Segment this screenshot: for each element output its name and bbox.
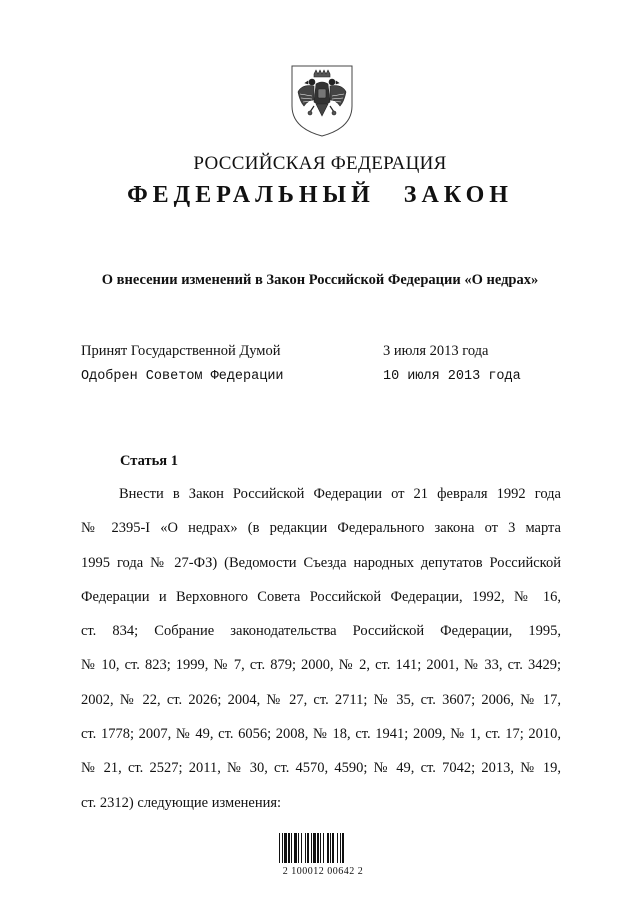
article-line: ст. 2312) следующие изменения: (81, 794, 282, 811)
document-type: ФЕДЕРАЛЬНЫЙ ЗАКОН (127, 182, 513, 208)
article-body (81, 484, 561, 827)
duma-date: 3 июля 2013 года (383, 343, 489, 359)
council-label: Одобрен Советом Федерации (81, 369, 284, 384)
article-line: Внести в Закон Российской Федерации от 21 февраля 1992 года (119, 486, 561, 502)
article-line: 1995 года № 27-ФЗ) (Ведомости Съезда народных депутатов Российской (81, 554, 561, 571)
article-line: ст. 1778; 2007, № 49, ст. 6056; 2008, № 18, ст. 1941; 2009, № 1, ст. 17; 2010, (81, 726, 561, 743)
article-heading: Статья 1 (120, 453, 178, 469)
article-line: № 21, ст. 2527; 2011, № 30, ст. 4570, 4590; № 49, ст. 7042; 2013, № 19, (81, 760, 561, 777)
country-name: РОССИЙСКАЯ ФЕДЕРАЦИЯ (193, 153, 447, 174)
article-line: ст. 834; Собрание законодательства Российской Федерации, 1995, (81, 623, 561, 640)
article-line: № 10, ст. 823; 1999, № 7, ст. 879; 2000, № 2, ст. 141; 2001, № 33, ст. 3429; (81, 657, 561, 674)
barcode-number: 2 100012 00642 2 (282, 866, 364, 877)
article-line: Федерации и Верховного Совета Российской Федерации, 1992, № 16, (81, 588, 561, 605)
coat-of-arms-icon (290, 62, 354, 138)
law-title: О внесении изменений в Закон Российской Федерации «О недрах» (101, 272, 539, 288)
article-line: № 2395-I «О недрах» (в редакции Федерального закона от 3 марта (81, 520, 561, 537)
duma-label: Принят Государственной Думой (81, 343, 281, 359)
council-date: 10 июля 2013 года (383, 369, 521, 384)
article-line: 2002, № 22, ст. 2026; 2004, № 27, ст. 2711; № 35, ст. 3607; 2006, № 17, (81, 691, 561, 708)
